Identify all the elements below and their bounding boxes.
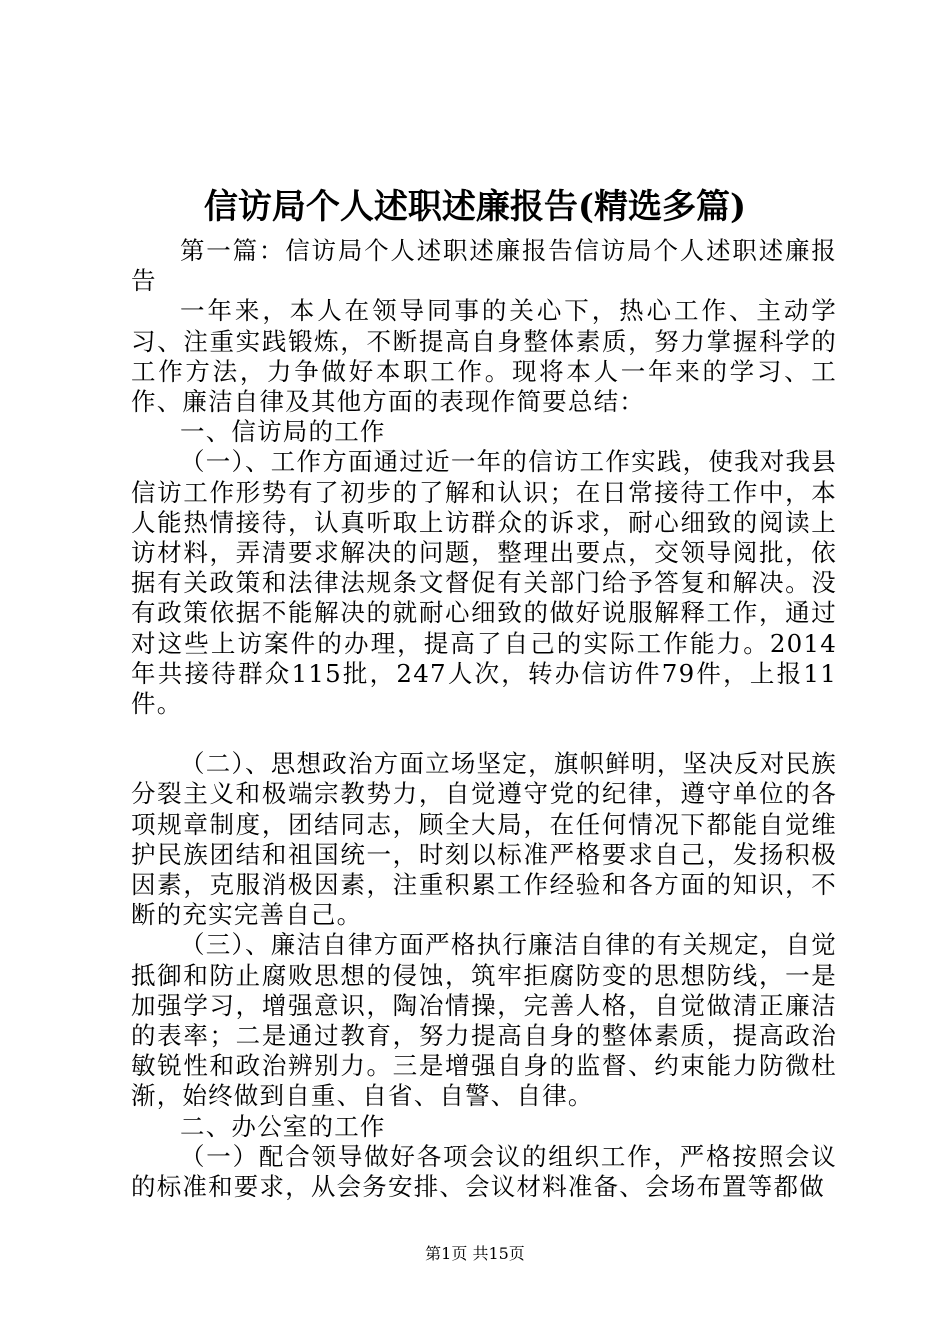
paragraph-meetings: （一）配合领导做好各项会议的组织工作，严格按照会议的标准和要求，从会务安排、会议材料准备、会场布置等都做	[131, 1141, 837, 1202]
document-title: 信访局个人述职述廉报告(精选多篇)	[203, 187, 747, 227]
section-heading-office: 二、办公室的工作	[180, 1111, 386, 1141]
paragraph-intro: 第一篇：信访局个人述职述廉报告信访局个人述职述廉报告	[131, 236, 837, 296]
paragraph-work: （一）、工作方面通过近一年的信访工作实践，使我对我县信访工作形势有了初步的了解和认识；在日常接待工作中，本人能热情接待，认真听取上访群众的诉求，耐心细致的阅读上访材料，弄清要求解决的问题，整理出要点，交领导阅批，依据有关政策和法律法规条文督促有关部门给予答复和解决。没有政策依据不能解决的就耐心细致的做好说服解释工作，通过对这些上访案件的办理，提高了自己的实际工作能力。2014年共接待群众115批，247人次，转办信访件79件，上报11件。	[131, 447, 837, 719]
section-heading-xinfang: 一、信访局的工作	[180, 417, 386, 447]
paragraph-integrity: （三）、廉洁自律方面严格执行廉洁自律的有关规定，自觉抵御和防止腐败思想的侵蚀，筑牢拒腐防变的思想防线，一是加强学习，增强意识，陶冶情操，完善人格，自觉做清正廉洁的表率；二是通过教育，努力提高自身的整体素质，提高政治敏锐性和政治辨别力。三是增强自身的监督、约束能力防微杜渐，始终做到自重、自省、自警、自律。	[131, 930, 837, 1111]
page-number: 第1页 共15页	[425, 1244, 525, 1263]
document-body	[131, 236, 837, 1202]
paragraph-summary: 一年来，本人在领导同事的关心下，热心工作、主动学习、注重实践锻炼，不断提高自身整体素质，努力掌握科学的工作方法，力争做好本职工作。现将本人一年来的学习、工作、廉洁自律及其他方面的表现作简要总结：	[131, 296, 837, 417]
paragraph-politics: （二）、思想政治方面立场坚定，旗帜鲜明，坚决反对民族分裂主义和极端宗教势力，自觉遵守党的纪律，遵守单位的各项规章制度，团结同志，顾全大局，在任何情况下都能自觉维护民族团结和祖国统一，时刻以标准严格要求自己，发扬积极因素，克服消极因素，注重积累工作经验和各方面的知识，不断的充实完善自己。	[131, 749, 837, 930]
